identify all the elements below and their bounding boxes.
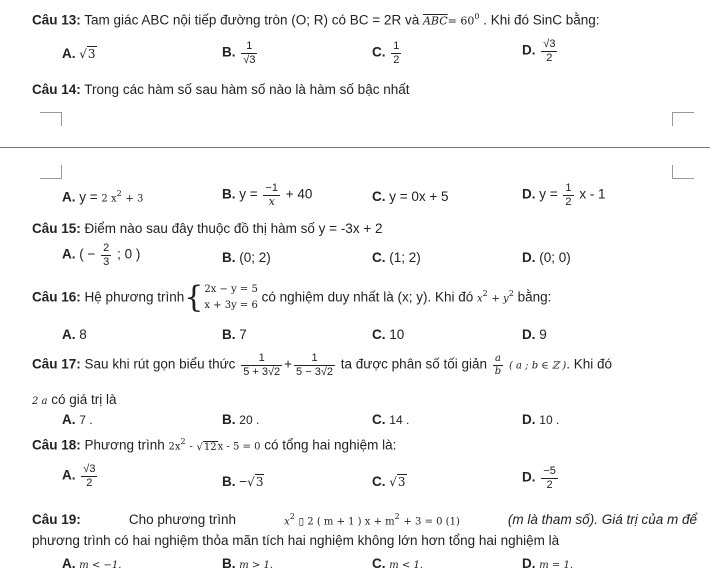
fraction [263,182,280,208]
corner-mark [672,165,694,179]
q19-line2: phương trình có hai nghiệm thỏa mãn tích hai nghiệm không lớn hơn tổng hai nghiệm là [32,533,560,548]
q17-label: Câu 17: [32,356,81,372]
option-value: 10 [389,327,405,342]
option-value: 14 . [389,413,410,427]
q13-angle: $\overline{ABC}$ [422,14,448,28]
numerator: 1 [258,352,265,364]
equation-2: x + 3y = 6 [204,300,258,311]
exponent: 2 [289,512,295,521]
fraction [81,463,97,489]
option-letter: B. [222,412,236,427]
option-letter: C. [372,412,386,427]
option-value: (1; 2) [389,250,421,265]
q16-option-b[interactable] [222,327,247,342]
expr-part: 2 a [32,396,48,407]
option-value: m = 1. [539,560,574,571]
q19-text-a: Cho phương trình [128,512,237,527]
operator: + [284,356,293,372]
option-value: 8 [79,327,87,342]
option-letter: A. [62,327,76,342]
expr-part: ; 0 ) [117,246,141,262]
radicand: 3 [255,475,264,489]
option-letter: C. [372,474,386,489]
option-value: (0; 0) [539,250,571,265]
option-letter: B. [222,474,236,489]
numerator: 1 [246,40,253,52]
q14-label: Câu 14: [32,82,81,97]
q14-text: Trong các hàm số sau hàm số nào là hàm số bậc nhất [84,82,410,97]
option-letter: B. [222,327,236,342]
expr-part: + 3 = 0 (1) [403,516,460,528]
q13-stem [32,12,600,28]
q17-option-b[interactable] [222,412,259,427]
q16-option-d[interactable] [522,327,547,342]
numerator: 2 [103,242,110,254]
q19-option-b[interactable] [222,556,273,571]
q14-option-d[interactable] [522,182,606,208]
expr-part: x - 1 [579,186,606,202]
numerator: 1 [311,352,318,364]
q16-label: Câu 16: [32,289,81,305]
q19-option-a[interactable] [62,556,121,571]
radicand: 3 [397,475,406,489]
denominator: b [494,365,502,377]
option-value: m < 1. [389,560,424,571]
q19-label: Câu 19: [32,512,81,527]
numerator: −5 [543,465,556,477]
option-letter: A. [62,556,76,571]
option-value: 20 . [239,413,260,427]
exponent: 2 [394,512,400,521]
option-letter: C. [372,189,386,204]
q17-line2-text: có giá trị là [51,392,117,407]
denominator-part: 5 + 3 [243,365,268,378]
option-value: 10 . [539,413,560,427]
option-letter: B. [222,44,236,60]
numerator: √3 [83,463,96,475]
option-letter: D. [522,42,536,58]
q16-option-a[interactable] [62,327,87,342]
fraction [541,465,558,491]
denominator: 5 + 3√2 [243,365,281,378]
q13-option-a[interactable] [62,46,97,61]
radicand: 3 [87,47,96,61]
fraction [241,352,282,378]
q13-option-c[interactable] [372,40,403,66]
q18-option-b[interactable] [222,474,264,489]
sqrt-expr: √3 [389,475,406,489]
fraction [563,182,573,208]
numerator: √3 [543,38,556,50]
radicand: 3 [249,53,256,66]
radicand: 3 [89,463,96,475]
system-brace: { [184,280,204,315]
q14-option-c[interactable] [372,189,449,204]
exponent: 2 [508,289,514,299]
exponent: 2 [116,189,122,198]
numerator: a [494,353,501,365]
q16-stem [32,282,551,314]
exponent: 2 [482,289,488,299]
denominator: √3 [243,53,256,66]
fraction [391,40,401,66]
expr-part: + 40 [285,186,313,202]
option-letter: D. [522,327,536,342]
expr-part: x [284,516,290,528]
radicand: 12 [203,441,217,453]
expr-part: ( − [79,246,96,262]
numerator: 1 [565,182,572,194]
option-letter: B. [222,186,236,202]
q14-stem [32,82,409,97]
expr-part: y = [239,186,258,202]
q19-option-d[interactable] [522,556,573,571]
option-letter: B. [222,250,236,265]
q18-option-c[interactable] [372,474,407,489]
q18-text-a: Phương trình [84,437,165,453]
q13-text-a: Tam giác ABC nội tiếp đường tròn (O; R) có BC = 2R và [84,12,420,28]
q16-text-c: bằng: [517,289,552,305]
q16-text-a: Hệ phương trình [84,289,185,305]
q14-option-b[interactable] [222,182,312,208]
equation-system [204,282,258,314]
option-letter: D. [522,186,536,202]
sqrt-expr: √3 [79,47,96,61]
option-letter: D. [522,556,536,571]
radicand: 2 [326,365,333,378]
option-value: (0; 2) [239,250,271,265]
denominator: x [263,195,280,209]
option-letter: A. [62,412,76,427]
exponent: 2 [180,437,186,446]
q15-option-c[interactable] [372,250,421,265]
expr-part: 2x [168,441,181,453]
q16-option-c[interactable] [372,327,404,342]
q17-text-c: . Khi đó [566,356,613,372]
expr-part: x [477,293,483,305]
q13-angle-val: = 60 [447,14,475,28]
numerator: 1 [393,40,400,52]
denominator-part: 5 − 3 [296,365,321,378]
q19-option-c[interactable] [372,556,423,571]
numerator: −1 [265,182,278,194]
corner-mark [672,112,694,126]
equation-1: 2x − y = 5 [204,284,258,295]
q15-option-b[interactable] [222,250,271,265]
option-letter: A. [62,189,76,205]
option-letter: D. [522,469,536,485]
denominator: 2 [393,53,400,66]
expr-part: 2 x [101,193,117,205]
denominator: 2 [541,478,558,492]
q13-text-b: . Khi đó SinC bằng: [483,12,600,28]
denominator: 2 [541,51,557,65]
expr-part: − [239,474,248,489]
q14-option-a[interactable] [62,189,143,205]
fraction [541,38,557,64]
option-value: 7 . [79,413,93,427]
option-value: 7 [239,327,247,342]
expr-part: x - 5 = 0 [217,441,261,453]
option-letter: A. [62,467,76,483]
option-letter: C. [372,250,386,265]
q15-option-a[interactable] [62,242,140,268]
option-letter: B. [222,556,236,571]
option-value: m > 1. [239,560,274,571]
q17-text-a: Sau khi rút gọn biểu thức [84,356,236,372]
corner-mark [40,112,62,126]
q17-option-d[interactable] [522,412,559,427]
q15-label: Câu 15: [32,221,81,236]
q19-text-b: (m là tham số). Giá trị của m để [507,512,697,527]
q18-stem [32,437,396,453]
radicand: 3 [549,38,556,50]
option-letter: A. [62,46,76,61]
q16-text-b: có nghiệm duy nhất là (x; y). Khi đó [261,289,474,305]
q18-label: Câu 18: [32,437,81,453]
q15-text: Điểm nào sau đây thuộc đồ thị hàm số y = -3x + 2 [84,221,383,236]
q17-option-c[interactable] [372,412,409,427]
option-letter: C. [372,556,386,571]
q18-option-d[interactable] [522,465,560,491]
expr-part: + 3 [125,193,144,205]
q17-text-b: ta được phân số tối giản [340,356,487,372]
option-letter: C. [372,44,386,60]
fraction [294,352,335,378]
denominator: 2 [81,476,97,490]
denominator: 5 − 3√2 [296,365,333,378]
q13-label: Câu 13: [32,12,81,28]
q13-deg: 0 [474,12,480,21]
expr-part: y = [79,189,98,205]
expr-part: ▯ 2 ( m + 1 ) x + m [298,516,395,528]
option-value: m < −1. [79,560,122,571]
denominator: 2 [565,195,572,208]
expr-part: + y [491,293,509,305]
corner-mark [40,165,62,179]
expr-part: y = [539,186,558,202]
q15-option-d[interactable] [522,250,571,265]
radicand: 2 [274,365,281,378]
q13-option-b[interactable] [222,40,259,66]
fraction [241,40,257,66]
fraction [101,242,111,268]
option-letter: C. [372,327,386,342]
page-divider [0,147,710,148]
fraction [493,353,503,377]
q13-option-d[interactable] [522,38,559,64]
option-letter: D. [522,250,536,265]
option-value: 9 [539,327,547,342]
q19-stem [32,512,697,528]
option-value: y = 0x + 5 [389,189,449,204]
q15-stem [32,221,382,236]
q19-equation [284,512,460,528]
option-letter: A. [62,246,76,262]
q18-option-a[interactable] [62,463,99,489]
q17-option-a[interactable] [62,412,93,427]
sqrt-expr: √12 [196,441,217,453]
option-letter: D. [522,412,536,427]
denominator: 3 [103,255,110,268]
q17-stem [32,352,612,378]
sqrt-expr: √3 [247,475,264,489]
expr-part: - [189,441,193,453]
condition: ( a ; b ∈ ℤ ) [508,360,567,372]
q18-text-b: có tổng hai nghiệm là: [264,437,397,453]
q17-line2 [32,392,117,407]
